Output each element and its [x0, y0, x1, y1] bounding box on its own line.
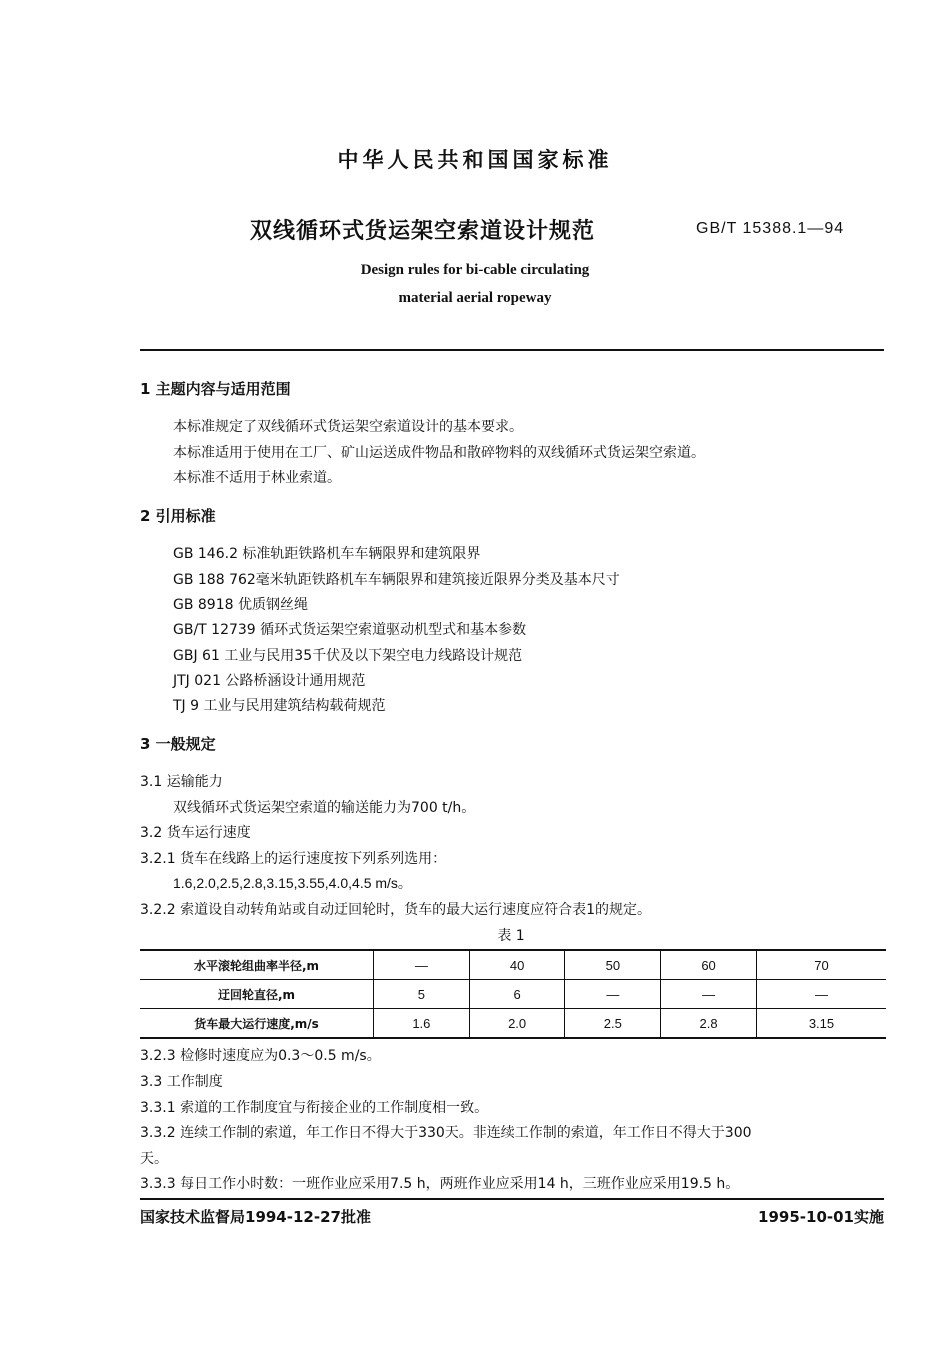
implementation-date: 1995-10-01实施	[758, 1208, 884, 1226]
english-title-line1: Design rules for bi-cable circulating	[360, 262, 590, 278]
table-cell: —	[661, 980, 757, 1009]
clause-3-3-2-text: 3.3.2 连续工作制的索道，年工作日不得大于330天。非连续工作制的索道，年工作日不得大于300	[140, 1125, 752, 1141]
table-cell: 70	[756, 950, 886, 980]
clause-3-1-title: 3.1 运输能力	[140, 774, 223, 790]
english-title-line2: material aerial ropeway	[398, 290, 552, 306]
table-cell: 6	[469, 980, 565, 1009]
clause-3-1-text: 双线循环式货运架空索道的输送能力为700 t/h。	[173, 800, 476, 816]
reference-item: GB 8918 优质钢丝绳	[173, 597, 308, 613]
clause-3-3-3-text: 3.3.3 每日工作小时数：一班作业应采用7.5 h，两班作业应采用14 h，三班作业应采用19.5 h。	[140, 1176, 740, 1192]
speed-series: 1.6,2.0,2.5,2.8,3.15,3.55,4.0,4.5 m/s。	[173, 875, 412, 891]
table-row	[140, 1009, 886, 1039]
clause-3-2-2-text: 3.2.2 索道设自动转角站或自动迂回轮时，货车的最大运行速度应符合表1的规定。	[140, 902, 651, 918]
reference-item: GB 188 762毫米轨距铁路机车车辆限界和建筑接近限界分类及基本尺寸	[173, 572, 620, 588]
table-cell: 5	[374, 980, 470, 1009]
section1-heading: 1 主题内容与适用范围	[140, 380, 291, 398]
reference-item: JTJ 021 公路桥涵设计通用规范	[173, 673, 366, 689]
section1-paragraph: 本标准适用于使用在工厂、矿山运送成件物品和散碎物料的双线循环式货运架空索道。	[173, 445, 705, 461]
table-row	[140, 980, 886, 1009]
clause-3-2-1-text: 3.2.1 货车在线路上的运行速度按下列系列选用：	[140, 851, 447, 867]
section3-heading: 3 一般规定	[140, 735, 216, 753]
table-row	[140, 950, 886, 980]
table-caption: 表 1	[497, 928, 525, 944]
section1-paragraph: 本标准不适用于林业索道。	[173, 470, 341, 486]
clause-3-3-1-text: 3.3.1 索道的工作制度宜与衔接企业的工作制度相一致。	[140, 1100, 489, 1116]
table-row-label: 水平滚轮组曲率半径,m	[140, 950, 374, 980]
reference-item: TJ 9 工业与民用建筑结构载荷规范	[173, 698, 386, 714]
table-cell: —	[374, 950, 470, 980]
document-title: 双线循环式货运架空索道设计规范	[250, 219, 596, 244]
table-cell: 2.0	[469, 1009, 565, 1039]
table-cell: 40	[469, 950, 565, 980]
reference-item: GBJ 61 工业与民用35千伏及以下架空电力线路设计规范	[173, 648, 523, 664]
approval-date: 国家技术监督局1994-12-27批准	[140, 1208, 371, 1226]
table-cell: 50	[565, 950, 661, 980]
standard-category: 中华人民共和国国家标准	[337, 148, 613, 172]
speed-table	[140, 949, 886, 1039]
section1-paragraph: 本标准规定了双线循环式货运架空索道设计的基本要求。	[173, 419, 523, 435]
reference-item: GB/T 12739 循环式货运架空索道驱动机型式和基本参数	[173, 622, 527, 638]
clause-3-2-3-text: 3.2.3 检修时速度应为0.3～0.5 m/s。	[140, 1048, 381, 1064]
clause-3-2-title: 3.2 货车运行速度	[140, 825, 251, 841]
footer-divider	[140, 1198, 884, 1200]
table-cell: 1.6	[374, 1009, 470, 1039]
table-cell: —	[565, 980, 661, 1009]
table-cell: 3.15	[756, 1009, 886, 1039]
reference-item: GB 146.2 标准轨距铁路机车车辆限界和建筑限界	[173, 546, 481, 562]
table-cell: 2.5	[565, 1009, 661, 1039]
table-row-label: 货车最大运行速度,m/s	[140, 1009, 374, 1039]
table-cell: 60	[661, 950, 757, 980]
table-row-label: 迂回轮直径,m	[140, 980, 374, 1009]
clause-3-3-title: 3.3 工作制度	[140, 1074, 223, 1090]
table-cell: 2.8	[661, 1009, 757, 1039]
section2-heading: 2 引用标准	[140, 507, 216, 525]
table-cell: —	[756, 980, 886, 1009]
standard-number: GB/T 15388.1—94	[696, 220, 845, 237]
clause-3-3-2-continuation: 天。	[140, 1151, 168, 1167]
header-divider	[140, 349, 884, 351]
